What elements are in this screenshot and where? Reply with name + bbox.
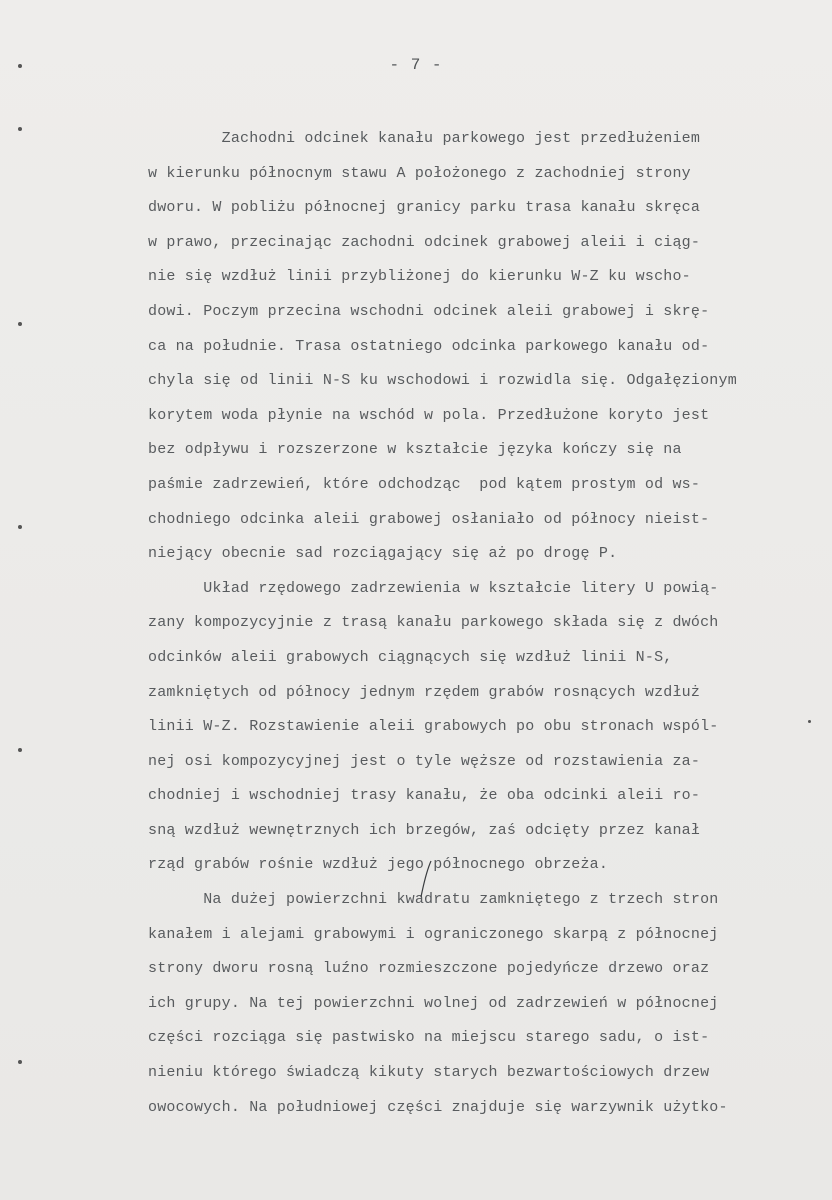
text-line: bez odpływu i rozszerzone w kształcie języka kończy się na xyxy=(148,441,682,459)
text-line: zany kompozycyjnie z trasą kanału parkowego składa się z dwóch xyxy=(148,614,719,632)
text-line: chyla się od linii N-S ku wschodowi i rozwidla się. Odgałęzionym xyxy=(148,372,737,390)
text-line: dowi. Poczym przecina wschodni odcinek aleii grabowej i skrę- xyxy=(148,302,710,320)
text-line: w kierunku północnym stawu A położonego z zachodniej strony xyxy=(148,164,691,182)
text-line: nieniu którego świadczą kikuty starych bezwartościowych drzew xyxy=(148,1064,710,1082)
text-line: niejący obecnie sad rozciągający się aż po drogę P. xyxy=(148,545,618,563)
text-line: ca na południe. Trasa ostatniego odcinka parkowego kanału od- xyxy=(148,337,710,355)
text-line: nie się wzdłuż linii przybliżonej do kierunku W-Z ku wscho- xyxy=(148,268,691,286)
margin-mark xyxy=(18,127,22,131)
text-line: korytem woda płynie na wschód w pola. Przedłużone koryto jest xyxy=(148,406,710,424)
text-line: odcinków aleii grabowych ciągnących się wzdłuż linii N-S, xyxy=(148,648,673,666)
text-line: ich grupy. Na tej powierzchni wolnej od zadrzewień w północnej xyxy=(148,994,719,1012)
text-line: części rozciąga się pastwisko na miejscu starego sadu, o ist- xyxy=(148,1029,710,1047)
margin-mark xyxy=(18,525,22,529)
handwritten-slash-mark xyxy=(419,860,433,898)
text-line: dworu. W pobliżu północnej granicy parku trasa kanału skręca xyxy=(148,199,701,217)
page-number: - 7 - xyxy=(389,56,443,74)
margin-mark xyxy=(18,748,22,752)
text-line: Zachodni odcinek kanału parkowego jest przedłużeniem xyxy=(148,130,701,147)
body-text xyxy=(148,122,808,1125)
text-line: chodniego odcinka aleii grabowej osłaniało od północy nieist- xyxy=(148,510,710,528)
text-line: chodniej i wschodniej trasy kanału, że oba odcinki aleii ro- xyxy=(148,787,701,805)
text-line: rząd grabów rośnie wzdłuż jego północnego obrzeża. xyxy=(148,856,609,874)
text-line: sną wzdłuż wewnętrznych ich brzegów, zaś odcięty przez kanał xyxy=(148,821,701,839)
text-line: kanałem i alejami grabowymi i ograniczonego skarpą z północnej xyxy=(148,925,719,943)
text-line: owocowych. Na południowej części znajduje się warzywnik użytko- xyxy=(148,1098,728,1116)
text-line: Na dużej powierzchni kwadratu zamkniętego z trzech stron xyxy=(148,891,719,909)
text-line: nej osi kompozycyjnej jest o tyle węższe od rozstawienia za- xyxy=(148,752,701,770)
text-line: paśmie zadrzewień, które odchodząc pod kątem prostym od ws- xyxy=(148,475,701,493)
text-line: w prawo, przecinając zachodni odcinek grabowej aleii i ciąg- xyxy=(148,233,701,251)
text-line: linii W-Z. Rozstawienie aleii grabowych po obu stronach wspól- xyxy=(148,718,719,736)
margin-mark xyxy=(18,1060,22,1064)
text-line: strony dworu rosną luźno rozmieszczone pojedyńcze drzewo oraz xyxy=(148,960,710,978)
margin-mark xyxy=(18,322,22,326)
margin-mark xyxy=(808,720,811,723)
text-line: Układ rzędowego zadrzewienia w kształcie litery U powią- xyxy=(148,579,719,597)
text-line: zamkniętych od północy jednym rzędem grabów rosnących wzdłuż xyxy=(148,683,701,701)
